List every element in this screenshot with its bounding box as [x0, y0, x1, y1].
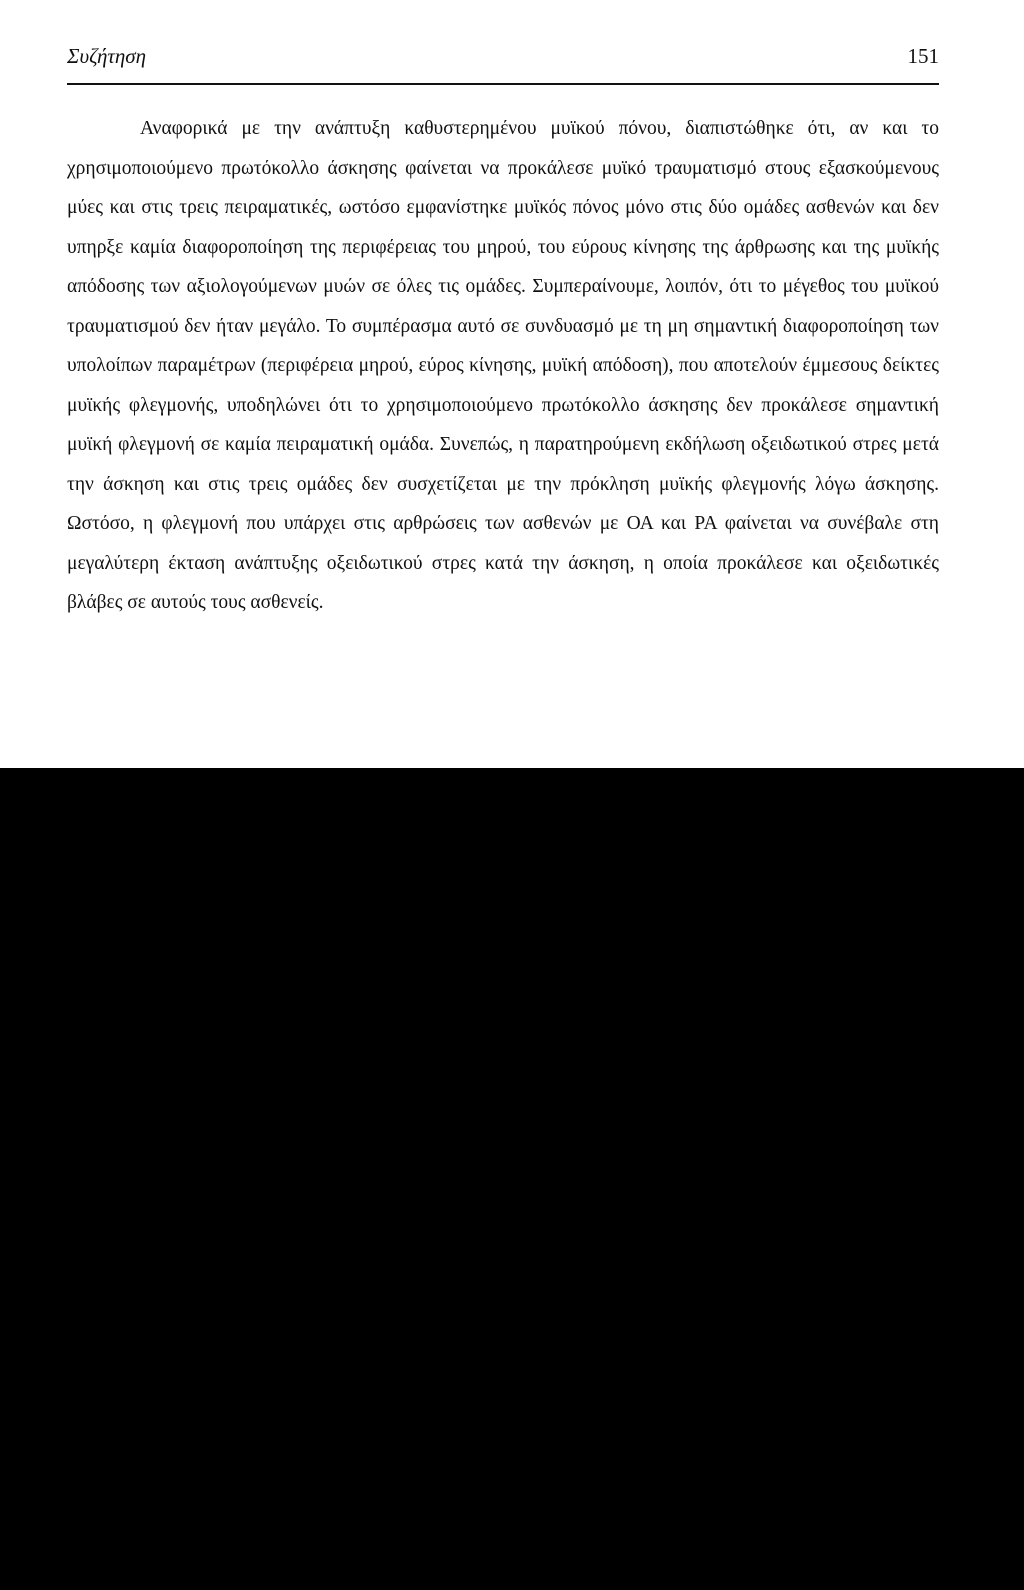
dark-area: [0, 768, 1024, 1590]
page-header: [67, 40, 939, 80]
page-number: 151: [907, 44, 939, 68]
body-paragraph: Αναφορικά με την ανάπτυξη καθυστερημένου μυϊκού πόνου, διαπιστώθηκε ότι, αν και το χρησιμοποιούμενο πρωτόκολλο άσκησης φαίνεται να προκάλεσε μυϊκό τραυματισμό στους εξασκούμενους μύες και στις τρεις πειραματικές, ωστόσο εμφανίστηκε μυϊκός πόνος μόνο στις δύο ομάδες ασθενών και δεν υπηρξε καμία διαφοροποίηση της περιφέρειας του μηρού, του εύρους κίνησης της άρθρωσης και της μυϊκής απόδοσης των αξιολογούμενων μυών σε όλες τις ομάδες. Συμπεραίνουμε, λοιπόν, ότι το μέγεθος του μυϊκού τραυματισμού δεν ήταν μεγάλο. Το συμπέρασμα αυτό σε συνδυασμό με τη μη σημαντική διαφοροποίηση των υπολοίπων παραμέτρων (περιφέρεια μηρού, εύρος κίνησης, μυϊκή απόδοση), που αποτελούν έμμεσους δείκτες μυϊκής φλεγμονής, υποδηλώνει ότι το χρησιμοποιούμενο πρωτόκολλο άσκησης δεν προκάλεσε σημαντική μυϊκή φλεγμονή σε καμία πειραματική ομάδα. Συνεπώς, η παρατηρούμενη εκδήλωση οξειδωτικού στρες μετά την άσκηση και στις τρεις ομάδες δεν συσχετίζεται με την πρόκληση μυϊκής φλεγμονής λόγω άσκησης. Ωστόσο, η φλεγμονή που υπάρχει στις αρθρώσεις των ασθενών με ΟΑ και ΡΑ φαίνεται να συνέβαλε στη μεγαλύτερη έκταση ανάπτυξης οξειδωτικού στρες κατά την άσκηση, η οποία προκάλεσε και οξειδωτικές βλάβες σε αυτούς τους ασθενείς.: [67, 118, 939, 613]
running-title: Συζήτηση: [67, 44, 147, 68]
header-rule: [67, 83, 939, 85]
